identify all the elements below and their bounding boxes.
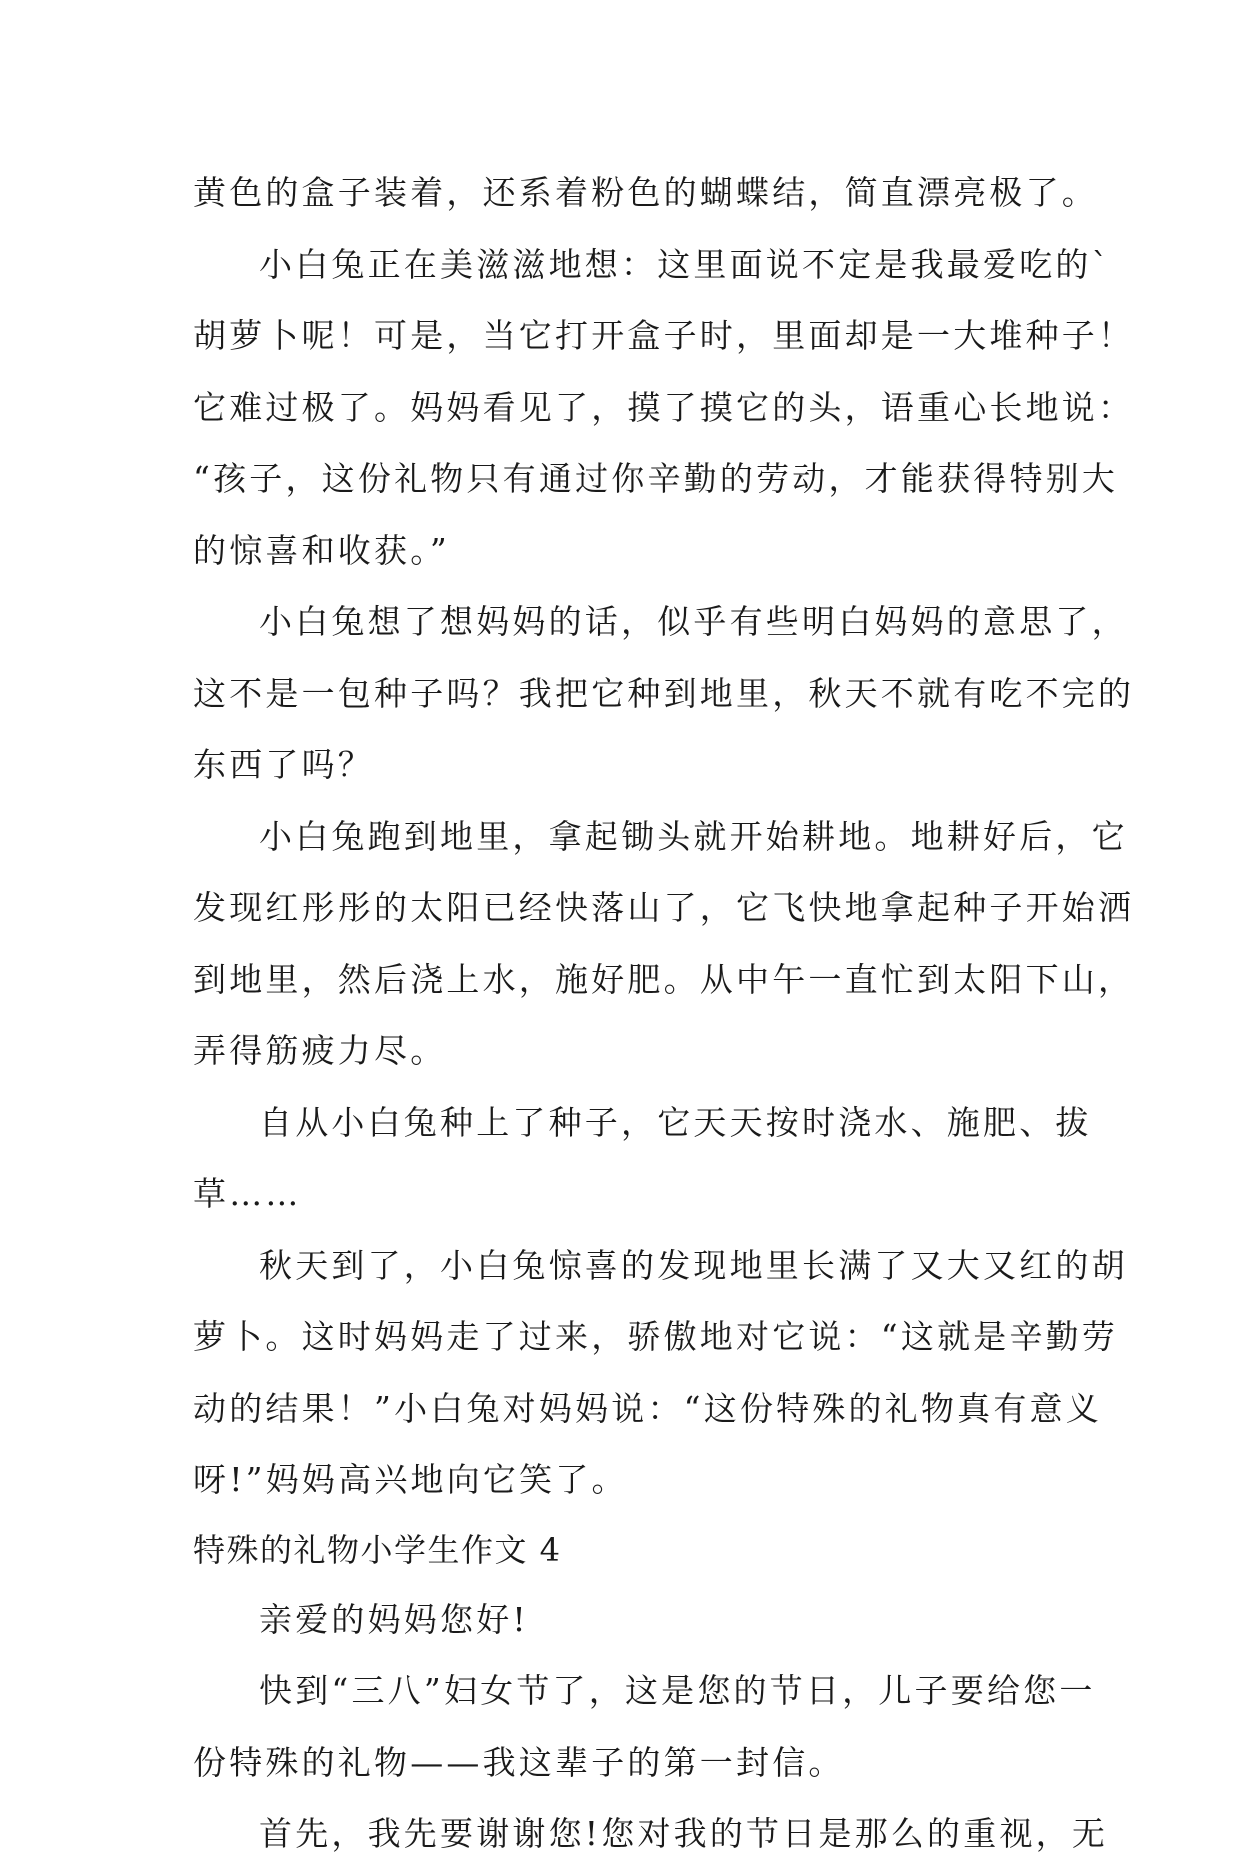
text-line: 份特殊的礼物——我这辈子的第一封信。 — [193, 1742, 845, 1782]
paragraph-start-line: 自从小白兔种上了种子，它天天按时浇水、施肥、拔 — [259, 1102, 1092, 1142]
text-line: 动的结果！”小白兔对妈妈说：“这份特殊的礼物真有意义 — [193, 1388, 1102, 1428]
text-line: 呀!”妈妈高兴地向它笑了。 — [193, 1460, 628, 1499]
essay-body — [193, 157, 1135, 1870]
paragraph-start-line: 快到“三八”妇女节了，这是您的节日，儿子要给您一 — [259, 1671, 1096, 1710]
text-line: 萝卜。这时妈妈走了过来，骄傲地对它说：“这就是辛勤劳 — [193, 1317, 1119, 1356]
text-line: 这不是一包种子吗？我把它种到地里，秋天不就有吃不完的 — [193, 673, 1135, 713]
paragraph-start-line: 小白兔跑到地里，拿起锄头就开始耕地。地耕好后，它 — [259, 816, 1128, 856]
paragraph-start-line: 小白兔想了想妈妈的话，似乎有些明白妈妈的意思了， — [259, 602, 1128, 641]
text-line: 胡萝卜呢！可是，当它打开盒子时，里面却是一大堆种子！ — [193, 316, 1135, 355]
paragraph-start-line: 首先，我先要谢谢您!您对我的节日是那么的重视，无 — [259, 1814, 1109, 1853]
text-line: 草…… — [193, 1174, 302, 1213]
letter-salutation: 亲爱的妈妈您好! — [259, 1599, 529, 1639]
text-line: 东西了吗？ — [193, 745, 374, 784]
paragraph-start-line: 小白兔正在美滋滋地想：这里面说不定是我最爱吃的` — [259, 244, 1112, 284]
section-heading: 特殊的礼物小学生作文 4 — [193, 1530, 562, 1569]
text-line: “孩子，这份礼物只有通过你辛勤的劳动，才能获得特别大 — [193, 459, 1119, 498]
text-line: 的惊喜和收获。” — [193, 530, 450, 570]
text-line: 黄色的盒子装着，还系着粉色的蝴蝶结，简直漂亮极了。 — [193, 173, 1098, 212]
text-line: 弄得筋疲力尽。 — [193, 1031, 447, 1070]
text-line: 发现红彤彤的太阳已经快落山了，它飞快地拿起种子开始洒 — [193, 888, 1135, 927]
text-line: 它难过极了。妈妈看见了，摸了摸它的头，语重心长地说： — [193, 387, 1135, 427]
paragraph-start-line: 秋天到了，小白兔惊喜的发现地里长满了又大又红的胡 — [259, 1245, 1128, 1285]
text-line: 到地里，然后浇上水，施好肥。从中午一直忙到太阳下山， — [193, 959, 1135, 999]
